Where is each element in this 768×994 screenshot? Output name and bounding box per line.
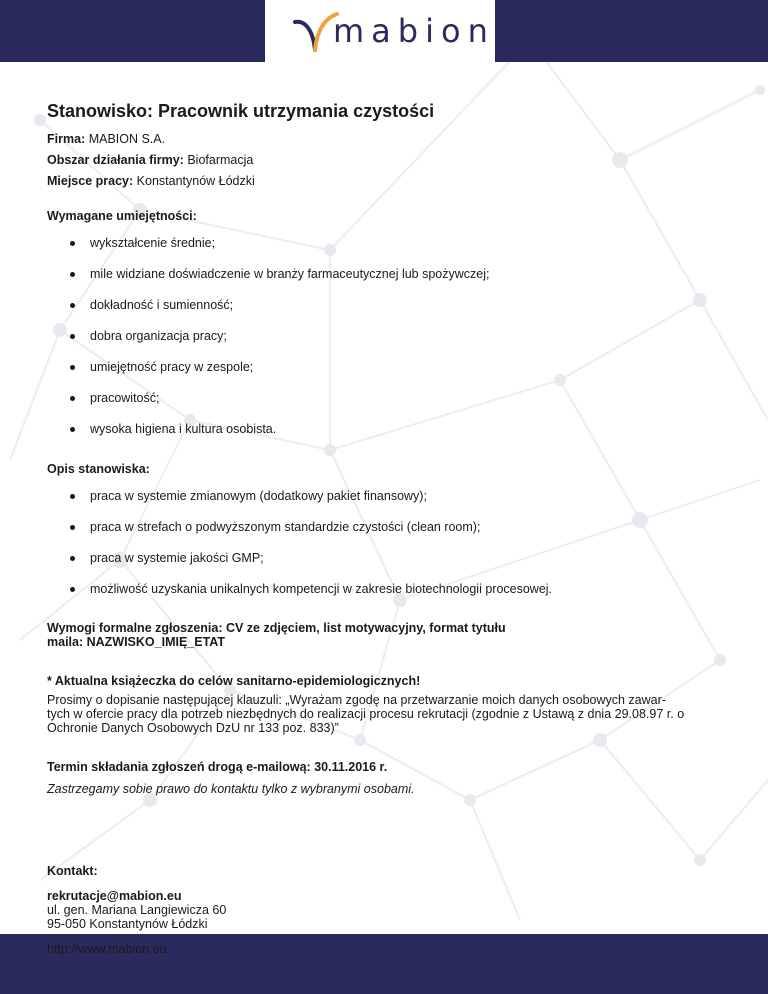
page-title: Stanowisko: Pracownik utrzymania czystości xyxy=(47,101,435,121)
bullet-icon xyxy=(70,556,75,561)
contact-block xyxy=(47,889,737,931)
data-clause: Prosimy o dopisanie następującej klauzuli: „Wyrażam zgodę na przetwarzanie moich danych osobowych zawar- tych w ofercie pracy dla potrzeb niezbędnych do realizacji procesu rekrutacji (zgodnie z Ustawą z dnia 29.08.97 r. o Ochronie Danych Osobowych DzU nr 133 poz. 833)” xyxy=(47,693,685,735)
bullet-icon xyxy=(70,272,75,277)
list-item: mile widziane doświadczenie w branży farmaceutycznej lub spożywczej; xyxy=(47,266,737,282)
bullet-icon xyxy=(70,396,75,401)
location-row xyxy=(47,173,737,189)
list-item: praca w systemie jakości GMP; xyxy=(47,550,737,566)
bullet-icon xyxy=(70,427,75,432)
list-item: wykształcenie średnie; xyxy=(47,235,737,251)
description-heading: Opis stanowiska: xyxy=(47,462,150,476)
bullet-icon xyxy=(70,525,75,530)
company-label: Firma: xyxy=(47,132,86,146)
bullet-icon xyxy=(70,334,75,339)
list-item: umiejętność pracy w zespole; xyxy=(47,359,737,375)
list-item: dobra organizacja pracy; xyxy=(47,328,737,344)
sanitary-heading: * Aktualna książeczka do celów sanitarno-epidemiologicznych! xyxy=(47,674,421,688)
area-value: Biofarmacja xyxy=(187,153,254,167)
contact-website[interactable]: http://www.mabion.eu xyxy=(47,942,167,956)
formal-requirements: Wymogi formalne zgłoszenia: CV ze zdjęciem, list motywacyjny, format tytułu maila: NAZWISKO_IMIĘ_ETAT xyxy=(47,621,506,649)
list-item: możliwość uzyskania unikalnych kompetencji w zakresie biotechnologii procesowej. xyxy=(47,581,737,597)
list-item: pracowitość; xyxy=(47,390,737,406)
logo[interactable] xyxy=(265,0,495,74)
bullet-icon xyxy=(70,365,75,370)
location-label: Miejsce pracy: xyxy=(47,174,134,188)
area-label: Obszar działania firmy: xyxy=(47,153,184,167)
job-offer xyxy=(47,100,737,957)
contact-heading: Kontakt: xyxy=(47,864,98,878)
contact-email[interactable]: rekrutacje@mabion.eu xyxy=(47,889,182,903)
bullet-icon xyxy=(70,494,75,499)
deadline-note: Zastrzegamy sobie prawo do kontaktu tylko z wybranymi osobami. xyxy=(47,782,415,796)
company-value: MABION S.A. xyxy=(88,132,166,146)
description-list xyxy=(47,488,737,597)
bullet-icon xyxy=(70,241,75,246)
list-item: wysoka higiena i kultura osobista. xyxy=(47,421,737,437)
contact-address-street: ul. gen. Mariana Langiewicza 60 xyxy=(47,903,227,917)
area-row xyxy=(47,152,737,168)
skills-list xyxy=(47,235,737,437)
deadline-heading: Termin składania zgłoszeń drogą e-mailową: 30.11.2016 r. xyxy=(47,760,388,774)
company-row xyxy=(47,131,737,147)
bullet-icon xyxy=(70,587,75,592)
location-value: Konstantynów Łódzki xyxy=(136,174,255,188)
list-item: praca w systemie zmianowym (dodatkowy pakiet finansowy); xyxy=(47,488,737,504)
contact-address-city: 95-050 Konstantynów Łódzki xyxy=(47,917,208,931)
logo-text: mabion xyxy=(333,12,495,50)
bullet-icon xyxy=(70,303,75,308)
list-item: praca w strefach o podwyższonym standardzie czystości (clean room); xyxy=(47,519,737,535)
list-item: dokładność i sumienność; xyxy=(47,297,737,313)
skills-heading: Wymagane umiejętności: xyxy=(47,209,197,223)
